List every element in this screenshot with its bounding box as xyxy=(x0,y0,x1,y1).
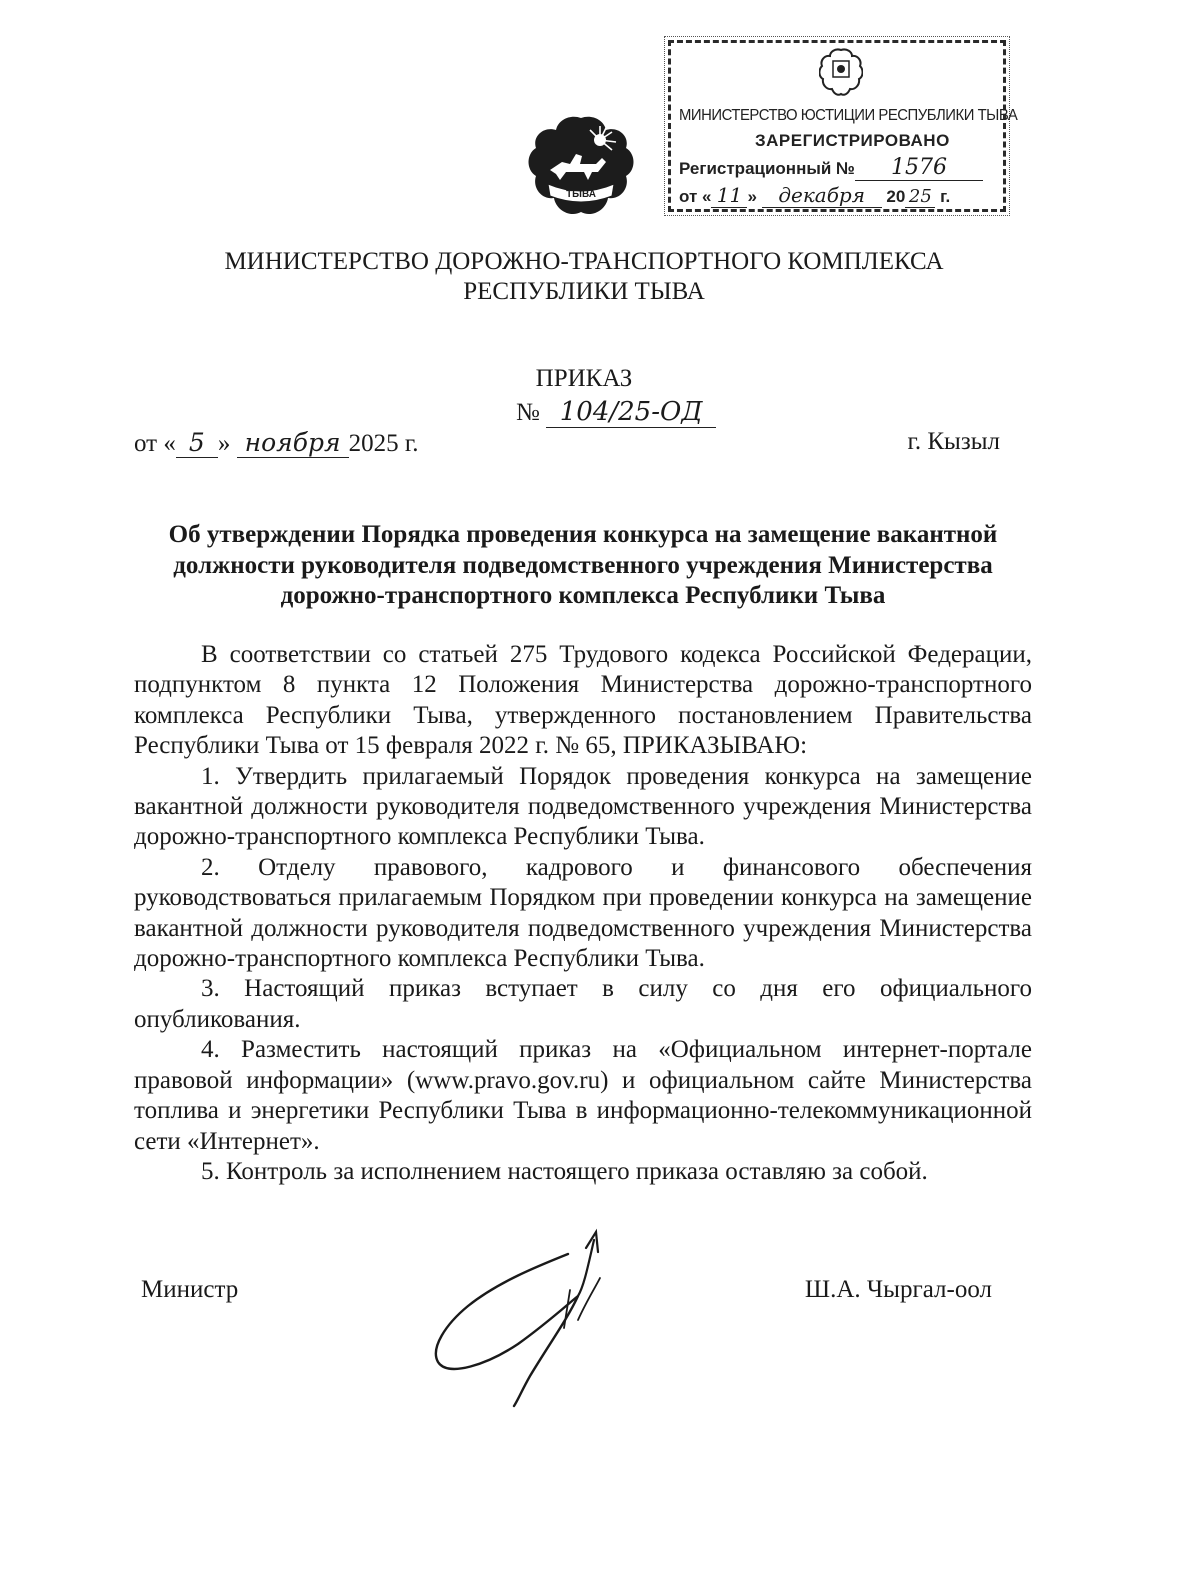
order-number-prefix: № xyxy=(516,399,540,426)
order-date-row xyxy=(134,428,419,458)
svg-text:ТЫВА: ТЫВА xyxy=(566,189,596,200)
body-item-4: 4. Разместить настоящий приказ на «Официальном интернет-портале правовой информации» (www.pravo.gov.ru) и официальном сайте Министерства топлива и энергетики Республики Тыва в информационно-телекоммуникационной сети «Интернет». xyxy=(134,1036,1032,1155)
body-item-1: 1. Утвердить прилагаемый Порядок проведения конкурса на замещение вакантной должности руководителя подведомственного учреждения Министерства дорожно-транспортного комплекса Республики Тыва. xyxy=(134,762,1032,851)
subject-line2: должности руководителя подведомственного учреждения Министерства xyxy=(173,551,993,579)
body-preamble: В соответствии со статьей 275 Трудового кодекса Российской Федерации, подпунктом 8 пункта 12 Положения Министерства дорожно-транспортного комплекса Республики Тыва, утвержденного постановлением Правительства Республики Тыва от 15 февраля 2022 г. № 65, ПРИКАЗЫВАЮ: xyxy=(134,641,1032,760)
stamp-date-month: декабря xyxy=(762,183,882,208)
order-body xyxy=(134,640,1032,1187)
subject-line3: дорожно-транспортного комплекса Республики Тыва xyxy=(280,582,886,609)
stamp-date-end: г. xyxy=(940,187,951,206)
body-item-2: 2. Отделу правового, кадрового и финансового обеспечения руководствоваться прилагаемым Порядком при проведении конкурса на замещение вакантной должности руководителя подведомственного учреждения Министерства дорожно-транспортного комплекса Республики Тыва. xyxy=(134,853,1032,973)
stamp-date-year-suffix: 25 xyxy=(905,186,935,208)
order-subject xyxy=(120,520,1046,612)
order-label: ПРИКАЗ xyxy=(535,365,633,392)
order-city: г. Кызыл xyxy=(907,428,1000,455)
ministry-title xyxy=(0,247,1168,307)
stamp-registration-number-row xyxy=(679,155,983,181)
stamp-date-row xyxy=(679,183,950,208)
order-number-row xyxy=(516,397,716,428)
signer-name: Ш.А. Чыргал-оол xyxy=(804,1276,992,1303)
stamp-ministry-name: МИНИСТЕРСТВО ЮСТИЦИИ РЕСПУБЛИКИ ТЫВА xyxy=(679,107,1018,124)
signer-position: Министр xyxy=(141,1276,239,1303)
body-item-5: 5. Контроль за исполнением настоящего приказа оставляю за собой. xyxy=(201,1157,928,1185)
stamp-emblem-icon xyxy=(819,47,863,99)
order-date-mid: » xyxy=(217,430,231,457)
order-date-year: 2025 г. xyxy=(348,430,419,457)
stamp-date-mid: » xyxy=(747,187,757,206)
order-number-value: 104/25-ОД xyxy=(546,397,716,428)
order-date-prefix: от « xyxy=(134,430,176,457)
order-date-day: 5 xyxy=(176,428,218,458)
ministry-title-line1: МИНИСТЕРСТВО ДОРОЖНО-ТРАНСПОРТНОГО КОМПЛЕКСА xyxy=(224,248,944,275)
stamp-status: ЗАРЕГИСТРИРОВАНО xyxy=(755,131,950,150)
stamp-date-day: 11 xyxy=(711,183,747,208)
order-date-month: ноября xyxy=(237,428,349,458)
stamp-date-year-prefix: 20 xyxy=(886,187,906,206)
ministry-title-line2: РЕСПУБЛИКИ ТЫВА xyxy=(463,278,705,305)
handwritten-signature xyxy=(418,1226,618,1410)
stamp-date-prefix: от « xyxy=(679,187,712,206)
coat-of-arms-emblem xyxy=(526,112,636,224)
registration-stamp xyxy=(668,40,1018,212)
stamp-regnum-value: 1576 xyxy=(855,155,983,181)
body-item-3: 3. Настоящий приказ вступает в силу со дня его официального опубликования. xyxy=(134,975,1032,1033)
stamp-regnum-label: Регистрационный № xyxy=(679,159,855,178)
subject-line1: Об утверждении Порядка проведения конкурса на замещение вакантной xyxy=(168,521,998,548)
